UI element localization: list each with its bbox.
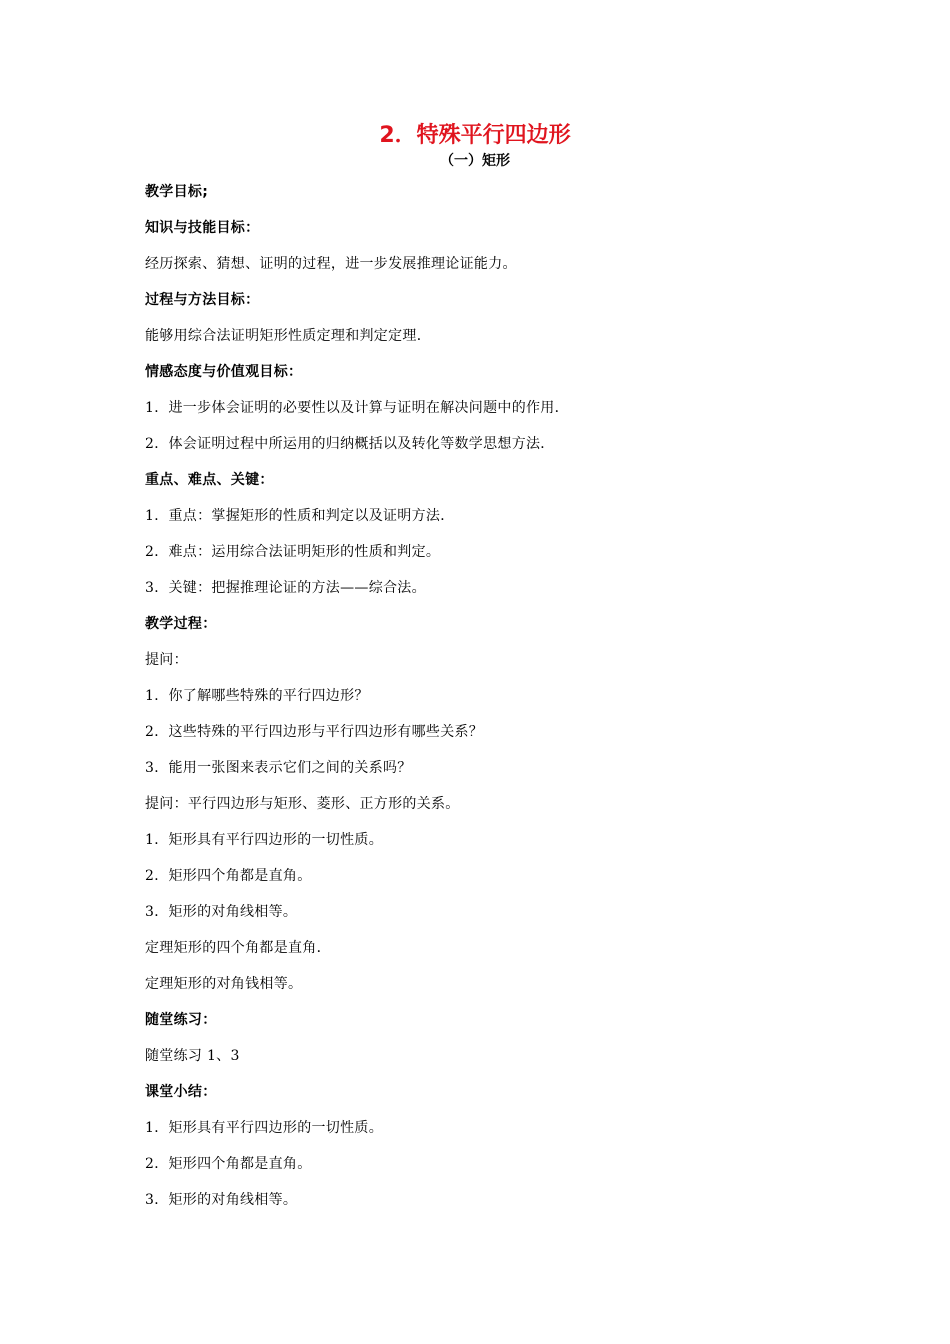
document-body [145,174,845,1218]
document-subtitle: （一）矩形 [440,153,510,169]
paragraph: 随堂练习 1、3 [145,1048,240,1064]
section-heading-emotion-values: 情感态度与价值观目标： [145,364,303,380]
list-item: 1．进一步体会证明的必要性以及计算与证明在解决问题中的作用． [145,400,569,416]
section-heading-key-points: 重点、难点、关键： [145,472,274,488]
list-item: 3．矩形的对角线相等。 [145,1192,298,1208]
theorem: 定理矩形的四个角都是直角． [145,940,331,956]
section-heading-teaching-objectives: 教学目标; [145,184,209,200]
list-item: 2．矩形四个角都是直角。 [145,868,312,884]
list-item: 1．矩形具有平行四边形的一切性质。 [145,832,384,848]
section-heading-teaching-process: 教学过程： [145,616,217,632]
list-item: 1．重点：掌握矩形的性质和判定以及证明方法． [145,508,455,524]
document-title: 2．特殊平行四边形 [379,123,571,148]
list-item: 2．难点：运用综合法证明矩形的性质和判定。 [145,544,441,560]
list-item: 2．体会证明过程中所运用的归纳概括以及转化等数学思想方法． [145,436,555,452]
paragraph: 提问：平行四边形与矩形、菱形、正方形的关系。 [145,796,460,812]
list-item: 1．矩形具有平行四边形的一切性质。 [145,1120,384,1136]
section-heading-process-methods: 过程与方法目标： [145,292,260,308]
theorem: 定理矩形的对角钱相等。 [145,976,303,992]
section-heading-class-summary: 课堂小结： [145,1084,217,1100]
section-heading-knowledge-skills: 知识与技能目标： [145,220,260,236]
section-heading-classroom-practice: 随堂练习： [145,1012,217,1028]
list-item: 2．矩形四个角都是直角。 [145,1156,312,1172]
list-item: 3．关键：把握推理论证的方法——综合法。 [145,580,426,596]
list-item: 2．这些特殊的平行四边形与平行四边形有哪些关系？ [145,724,484,740]
list-item: 3．能用一张图来表示它们之间的关系吗？ [145,760,412,776]
paragraph: 提问： [145,652,188,668]
list-item: 3．矩形的对角线相等。 [145,904,298,920]
paragraph: 经历探索、猜想、证明的过程，进一步发展推理论证能力。 [145,256,517,272]
paragraph: 能够用综合法证明矩形性质定理和判定定理． [145,328,431,344]
list-item: 1．你了解哪些特殊的平行四边形？ [145,688,369,704]
